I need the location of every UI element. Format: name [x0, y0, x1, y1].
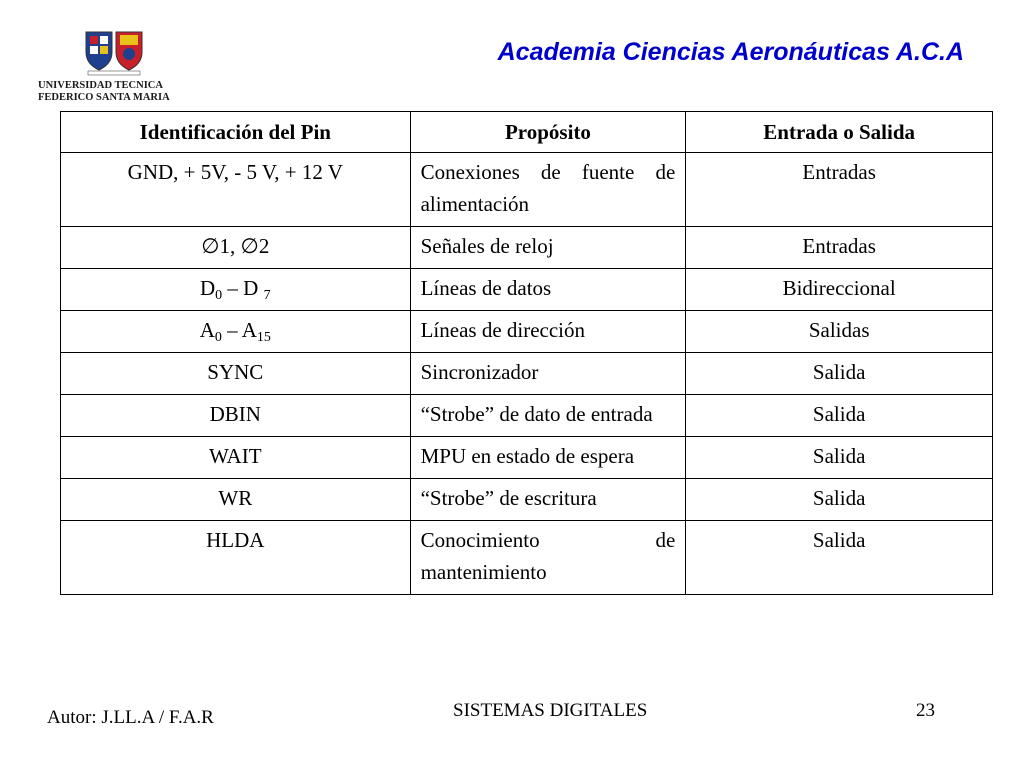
io-cell: Bidireccional [686, 269, 993, 311]
table-row [61, 437, 993, 479]
header-io: Entrada o Salida [686, 112, 993, 153]
crest-icon [82, 30, 146, 76]
pin-subscript: 0 [214, 330, 222, 345]
purpose-cell: Señales de reloj [410, 227, 686, 269]
purpose-cell: “Strobe” de escritura [410, 479, 686, 521]
table-row [61, 153, 993, 227]
table-row [61, 227, 993, 269]
io-cell: Salida [686, 437, 993, 479]
table-row [61, 311, 993, 353]
io-cell: Salidas [686, 311, 993, 353]
pin-cell: SYNC [61, 353, 411, 395]
footer-course: SISTEMAS DIGITALES [453, 700, 648, 721]
table-row [61, 521, 993, 595]
purpose-cell: Líneas de datos [410, 269, 686, 311]
io-cell: Salida [686, 395, 993, 437]
table-row [61, 269, 993, 311]
table-row [61, 479, 993, 521]
pin-table [60, 111, 993, 595]
purpose-cell: “Strobe” de dato de entrada [410, 395, 686, 437]
header-pin-id: Identificación del Pin [61, 112, 411, 153]
io-cell: Entradas [686, 227, 993, 269]
pin-cell: GND, + 5V, - 5 V, + 12 V [61, 153, 411, 227]
io-cell: Salida [686, 521, 993, 595]
pin-cell: DBIN [61, 395, 411, 437]
purpose-cell: Líneas de dirección [410, 311, 686, 353]
page-title: Academia Ciencias Aeronáuticas A.C.A [497, 38, 964, 66]
page-number: 23 [916, 700, 935, 721]
pin-cell: WAIT [61, 437, 411, 479]
pin-main: D [200, 276, 216, 300]
pin-cell: WR [61, 479, 411, 521]
university-name-line2: FEDERICO SANTA MARIA [38, 92, 170, 103]
purpose-cell: Sincronizador [410, 353, 686, 395]
io-cell: Entradas [686, 153, 993, 227]
io-cell: Salida [686, 479, 993, 521]
purpose-cell: MPU en estado de espera [410, 437, 686, 479]
pin-cell: HLDA [61, 521, 411, 595]
pin-main: A [199, 318, 215, 342]
pin-subscript: 7 [263, 288, 271, 303]
purpose-cell: Conexiones de fuente de alimentación [410, 153, 686, 227]
table-row [61, 395, 993, 437]
table-header-row [61, 112, 993, 153]
io-cell: Salida [686, 353, 993, 395]
pin-range: – A [221, 318, 257, 342]
pin-cell: ∅1, ∅2 [61, 227, 411, 269]
pin-cell [61, 269, 411, 311]
pin-range: – D [222, 276, 264, 300]
university-name-line1: UNIVERSIDAD TECNICA [38, 80, 163, 91]
pin-subscript: 15 [256, 330, 271, 345]
pin-subscript: 0 [215, 288, 223, 303]
table-row [61, 353, 993, 395]
purpose-cell: Conocimiento de mantenimiento [410, 521, 686, 595]
header-purpose: Propósito [410, 112, 686, 153]
pin-cell [61, 311, 411, 353]
footer-author: Autor: J.LL.A / F.A.R [47, 707, 214, 728]
